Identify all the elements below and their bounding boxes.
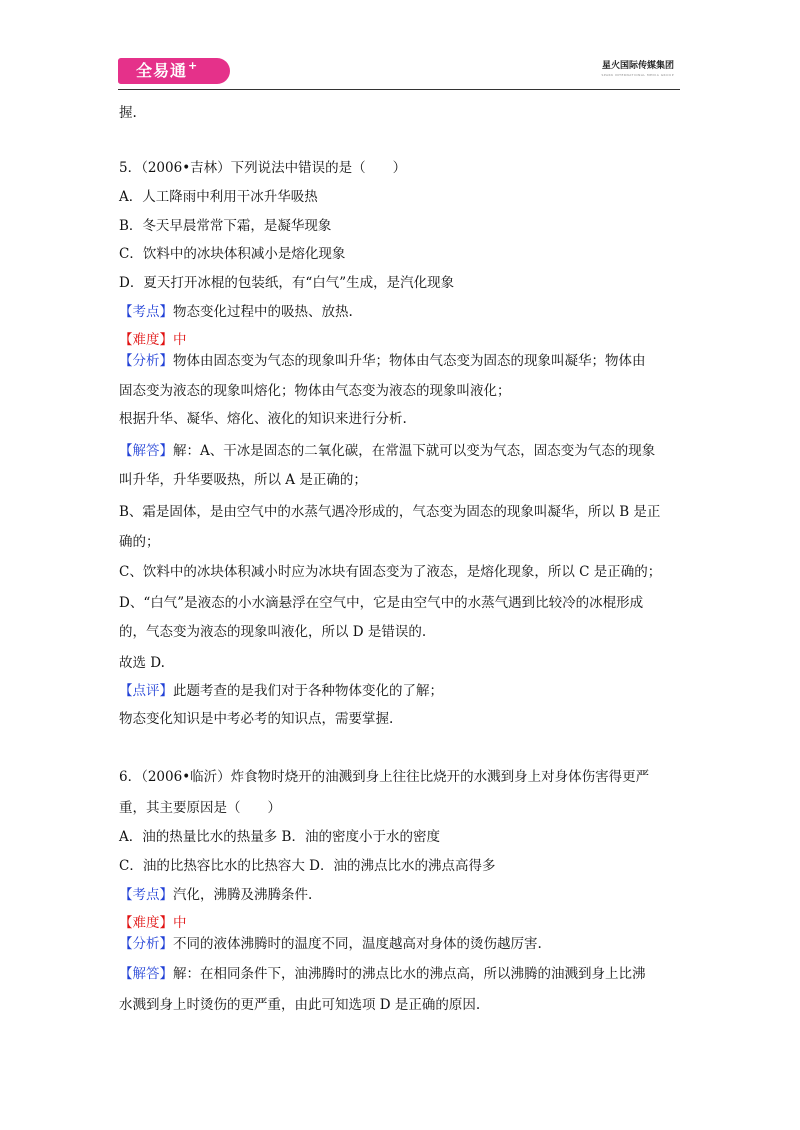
q5-jieda [119,442,655,460]
jieda-text: 解：A、干冰是固态的二氧化碳，在常温下就可以变为气态，固态变为气态的现象 [173,443,656,459]
q5-kaodian [119,303,353,321]
logo-plus: + [188,59,199,72]
jieda-tag: 【解答】 [119,966,173,982]
q5-option-c: C．饮料中的冰块体积减小是熔化现象 [119,246,346,262]
jieda-text: 解：在相同条件下，油沸腾时的沸点比水的沸点高，所以沸腾的油溅到身上比沸 [173,966,646,982]
q5-option-b: B．冬天早晨常常下霜，是凝华现象 [119,218,332,234]
fenxi-text: 不同的液体沸腾时的温度不同，温度越高对身体的烫伤越厉害. [173,936,542,952]
q6-kaodian [119,886,312,904]
text-line: 重，其主要原因是（ ） [119,800,281,816]
text-line: 的，气态变为液态的现象叫液化，所以 D 是错误的. [119,624,427,640]
text-line: 叫升华，升华要吸热，所以 A 是正确的； [119,472,367,488]
q6-fenxi [119,935,542,953]
q5-option-d: D．夏天打开冰棍的包装纸，有“白气”生成，是汽化现象 [119,275,455,291]
text-line: B、霜是固体，是由空气中的水蒸气遇冷形成的，气态变为固态的现象叫凝华，所以 B 是正 [119,504,661,520]
q5-fenxi [119,352,646,370]
fenxi-text: 物体由固态变为气态的现象叫升华；物体由气态变为固态的现象叫凝华；物体由 [173,353,646,369]
logo-text: 全易通 [136,61,188,80]
logo [118,58,230,84]
text-line: 根据升华、凝华、熔化、液化的知识来进行分析. [119,411,407,427]
kaodian-tag: 【考点】 [119,887,173,903]
text-line: 物态变化知识是中考必考的知识点，需要掌握. [119,711,394,727]
kaodian-tag: 【考点】 [119,304,173,320]
q6-nandu [119,914,187,932]
nandu-tag: 【难度】 [119,332,173,348]
text-line: 确的； [119,534,160,550]
jieda-tag: 【解答】 [119,443,173,459]
brand [601,61,674,77]
text-line: 水溅到身上时烫伤的更严重，由此可知选项 D 是正确的原因. [119,997,481,1013]
fenxi-tag: 【分析】 [119,936,173,952]
nandu-tag: 【难度】 [119,915,173,931]
dianping-text: 此题考查的是我们对于各种物体变化的了解； [173,683,443,699]
text-line: D、“白气”是液态的小水滴悬浮在空气中，它是由空气中的水蒸气遇到比较冷的冰棍形成 [119,595,644,611]
header-rule [118,89,680,90]
nandu-text: 中 [173,332,187,348]
kaodian-text: 物态变化过程中的吸热、放热. [173,304,353,320]
question-5-stem: 5．（2006•吉林）下列说法中错误的是（ ） [119,160,407,176]
q5-option-a: A．人工降雨中利用干冰升华吸热 [119,189,318,205]
text-line: 故选 D. [119,655,165,671]
fenxi-tag: 【分析】 [119,353,173,369]
dianping-tag: 【点评】 [119,683,173,699]
question-6-stem: 6．（2006•临沂）炸食物时烧开的油溅到身上往往比烧开的水溅到身上对身体伤害得更严 [119,769,650,785]
q5-dianping [119,682,443,700]
q5-nandu [119,331,187,349]
text-line: 固态变为液态的现象叫熔化；物体由气态变为液态的现象叫液化； [119,383,511,399]
nandu-text: 中 [173,915,187,931]
brand-name: 星火国际传媒集团 [601,61,674,71]
q6-options-ab: A．油的热量比水的热量多 B．油的密度小于水的密度 [119,829,440,845]
q6-options-cd: C．油的比热容比水的比热容大 D．油的沸点比水的沸点高得多 [119,858,496,874]
brand-subtitle: SPARK INTERNATIONAL MEDIA GROUP [601,73,674,77]
page-header [118,52,680,90]
q6-jieda [119,965,646,983]
text-line: 握. [119,105,137,121]
kaodian-text: 汽化，沸腾及沸腾条件. [173,887,313,903]
text-line: C、饮料中的冰块体积减小时应为冰块有固态变为了液态，是熔化现象，所以 C 是正确的； [119,564,662,580]
